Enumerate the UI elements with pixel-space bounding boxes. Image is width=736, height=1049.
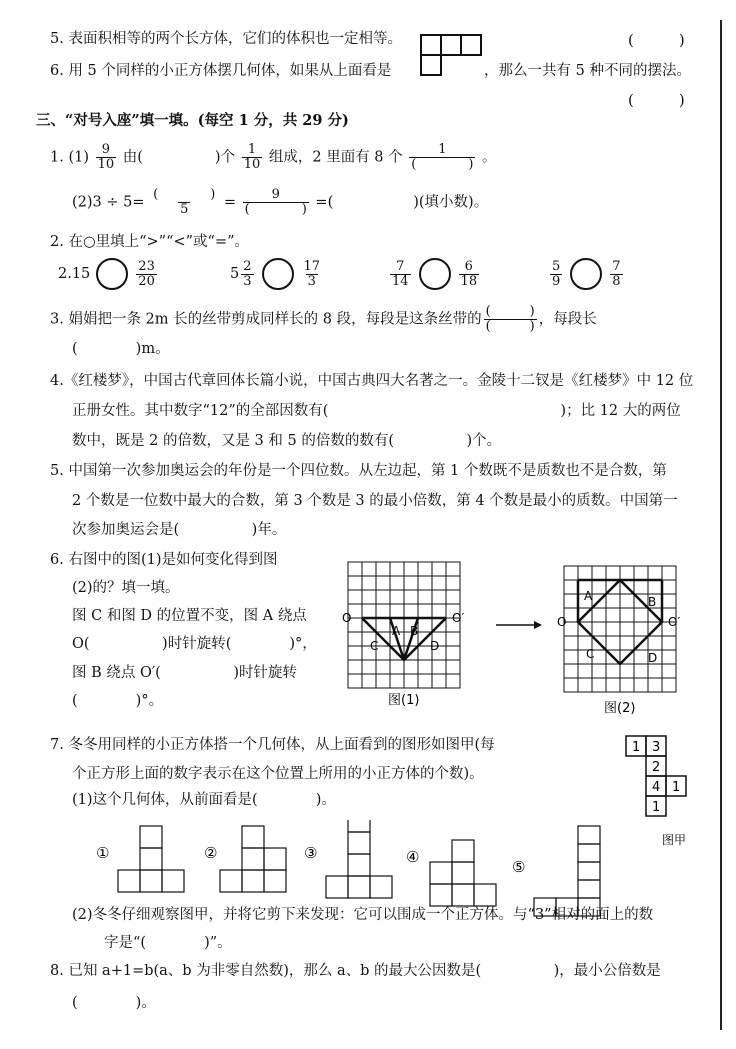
compare-circle-1[interactable] xyxy=(96,258,128,290)
q5-answer-paren[interactable]: ( ) xyxy=(628,31,685,49)
option-3-shape[interactable] xyxy=(326,820,392,898)
fig1-caption: 图(1) xyxy=(388,693,420,708)
fig1-label-D: D xyxy=(430,639,440,653)
q6-answer-paren[interactable]: ( ) xyxy=(628,91,685,109)
q5-text: 5. 表面积相等的两个长方体，它们的体积也一定相等。 xyxy=(50,31,402,47)
q7-line4: (2)冬冬仔细观察图甲，并将它剪下来发现：它可以围成一个正方体。与“3”相对的面上的数 xyxy=(72,907,654,923)
q6b-line2: (2)的？填一填。 xyxy=(72,580,180,596)
compare-circle-4[interactable] xyxy=(570,258,602,290)
svg-text:2: 2 xyxy=(652,760,661,775)
q3-line2[interactable]: ( )m。 xyxy=(72,341,170,357)
figure-1 xyxy=(340,558,470,718)
svg-text:1: 1 xyxy=(632,740,641,755)
q3-line1: 3. 娟娟把一条 2m 长的丝带剪成同样长的 8 段，每段是这条丝带的 $\frac{( )}{( )}$ ，每段长 xyxy=(50,304,597,334)
frac-1-blank[interactable]: $\frac{1}{( )}$ xyxy=(411,142,474,172)
q2-compare-1: 2.15 $\frac{23}{20}$ xyxy=(58,258,155,289)
figure-1-grid xyxy=(348,562,460,688)
fig2-label-D: D xyxy=(648,651,658,665)
compare-circle-2[interactable] xyxy=(262,258,294,290)
top-view-figure xyxy=(420,34,482,92)
figure-2-grid xyxy=(564,566,676,692)
frac-9-10: $\frac{9}{10}$ xyxy=(97,142,115,172)
svg-text:1: 1 xyxy=(652,800,661,815)
jia-caption: 图甲 xyxy=(662,833,687,847)
option-4-shape[interactable] xyxy=(430,840,496,906)
q6b-line4: O( )时针旋转( )°， xyxy=(72,636,317,652)
option-4-label: ④ xyxy=(406,848,420,866)
fig1-label-O2: O′ xyxy=(452,611,465,625)
q5b-line1: 5. 中国第一次参加奥运会的年份是一个四位数。从左边起，第 1 个数既不是质数也不是合数，第 xyxy=(50,463,667,479)
fig1-label-C: C xyxy=(370,639,379,653)
fig2-label-A: A xyxy=(584,589,593,603)
q6b-line3: 图 C 和图 D 的位置不变，图 A 绕点 xyxy=(72,608,307,624)
q1-line1: 1. (1) $\frac{9}{10}$ 由( )个 $\frac{1}{10}$ 组成，2 里面有 8 个 $\frac{1}{( )}$ 。 xyxy=(50,142,497,172)
svg-text:4: 4 xyxy=(652,780,661,795)
q2-compare-2: 5 $\frac{2}{3}$ $\frac{17}{3}$ xyxy=(230,258,321,289)
page-edge-line xyxy=(720,20,722,1030)
q5b-line3: 次参加奥运会是( )年。 xyxy=(72,522,287,538)
q4-line2: 正册女性。其中数字“12”的全部因数有( )；比 12 大的两位 xyxy=(72,403,681,419)
frac-blank-5[interactable]: $\frac{( )}{5}$ xyxy=(153,187,216,217)
frac-1-10: $\frac{1}{10}$ xyxy=(243,142,261,172)
fig2-label-B: B xyxy=(648,595,657,609)
q1-line2: (2)3 ÷ 5= $\frac{( )}{5}$ = $\frac{9}{( )}$ =( )(填小数)。 xyxy=(72,187,489,217)
fig2-label-O2: O′ xyxy=(668,615,681,629)
q1-label: 1. (1) xyxy=(50,149,89,166)
svg-text:1: 1 xyxy=(672,780,681,795)
fig1-label-O: O xyxy=(342,611,352,625)
option-1-shape[interactable] xyxy=(118,826,184,892)
compare-circle-3[interactable] xyxy=(419,258,451,290)
q3-frac-blank[interactable]: $\frac{( )}{( )}$ xyxy=(485,304,535,334)
option-2-shape[interactable] xyxy=(220,826,286,892)
q7-line2: 个正方形上面的数字表示在这个位置上所用的小正方体的个数)。 xyxy=(72,766,484,782)
q2-compare-4: $\frac{5}{9}$ $\frac{7}{8}$ xyxy=(552,258,621,289)
q5b-line2: 2 个数是一位数中最大的合数，第 3 个数是 3 的最小倍数，第 4 个数是最小的质数。中国第一 xyxy=(72,493,678,509)
frac-9-blank[interactable]: $\frac{9}{( )}$ xyxy=(244,187,307,217)
q4-line3: 数中，既是 2 的倍数，又是 3 和 5 的倍数的数有( )个。 xyxy=(72,433,502,449)
q7-line5: 字是“( )”。 xyxy=(104,935,232,951)
option-1-label: ① xyxy=(96,844,110,862)
q6b-line1: 6. 右图中的图(1)是如何变化得到图 xyxy=(50,552,278,568)
fig1-label-A: A xyxy=(392,624,401,638)
option-2-label: ② xyxy=(204,844,218,862)
q6b-line5: 图 B 绕点 O′( )时针旋转 xyxy=(72,665,297,681)
q6-text-a: 6. 用 5 个同样的小正方体摆几何体，如果从上面看是 xyxy=(50,63,392,79)
transform-arrow xyxy=(494,618,544,632)
front-view-options xyxy=(92,820,662,920)
svg-text:3: 3 xyxy=(652,740,661,755)
q4-line1: 4.《红楼梦》，中国古代章回体长篇小说，中国古典四大名著之一。金陵十二钗是《红楼梦》中 12 位 xyxy=(50,373,694,389)
fig2-label-O: O xyxy=(557,615,567,629)
fig1-label-B: B xyxy=(410,624,419,638)
top-view-squares xyxy=(421,35,481,75)
q7-line1: 7. 冬冬用同样的小正方体搭一个几何体，从上面看到的图形如图甲(每 xyxy=(50,737,495,753)
q8-line2: ( )。 xyxy=(72,995,156,1011)
figure-2 xyxy=(556,562,688,722)
option-5-shape[interactable] xyxy=(534,826,600,916)
section-3-title: 三、“对号入座”填一填。(每空 1 分，共 29 分) xyxy=(36,112,349,129)
q7-line3: (1)这个几何体，从前面看是( )。 xyxy=(72,792,336,808)
option-labels xyxy=(96,844,525,876)
option-3-label: ③ xyxy=(304,844,318,862)
q8-line1: 8. 已知 a+1=b(a、b 为非零自然数)，那么 a、b 的最大公因数是( )，最小公倍数是 xyxy=(50,963,661,979)
jia-numbers xyxy=(632,740,680,815)
q2-text: 2. 在○里填上“>”“<”或“=”。 xyxy=(50,234,250,250)
q6b-line6: ( )°。 xyxy=(72,693,164,709)
fig2-label-C: C xyxy=(586,647,595,661)
q2-compare-3: $\frac{7}{14}$ $\frac{6}{18}$ xyxy=(392,258,478,289)
q6-text-b: ，那么一共有 5 种不同的摆法。 xyxy=(484,63,691,79)
option-5-label: ⑤ xyxy=(512,858,526,876)
fig2-caption: 图(2) xyxy=(604,701,636,716)
